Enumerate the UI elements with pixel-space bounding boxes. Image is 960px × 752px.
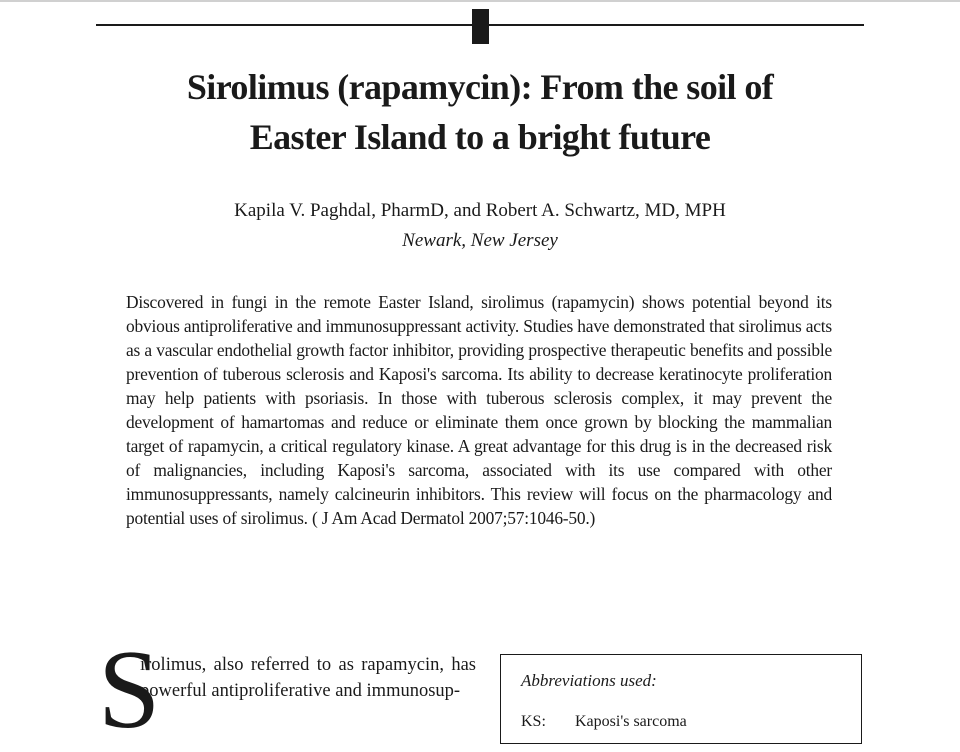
abbreviation-key: KS: [521, 713, 546, 730]
body-text: irolimus, also referred to as rapamycin, has powerful antiproliferative and immunosup- [140, 655, 476, 701]
abbreviation-row [521, 713, 687, 731]
author-list: Kapila V. Paghdal, PharmD, and Robert A. Schwartz, MD, MPH [234, 200, 726, 221]
article-title [96, 62, 864, 162]
abbreviation-value: Kaposi's sarcoma [575, 713, 687, 730]
title-line: Easter Island to a bright future [249, 117, 711, 157]
abbreviations-box [500, 654, 862, 744]
title-line: Sirolimus (rapamycin): From the soil of [186, 67, 774, 107]
drop-cap: S [98, 628, 161, 752]
top-border [0, 0, 960, 2]
author-location: Newark, New Jersey [402, 230, 558, 251]
abbreviations-heading: Abbreviations used: [521, 671, 657, 690]
abstract: Discovered in fungi in the remote Easter Island, sirolimus (rapamycin) shows potential beyond its obvious antiproliferative and immunosuppressant activity. Studies have demonstrated that sirolimus acts as a vascular endothelial growth factor inhibitor, providing prospective therapeutic benefits and possible prevention of tuberous sclerosis and Kaposi's sarcoma. Its ability to decrease keratinocyte proliferation may help patients with psoriasis. In those with tuberous sclerosis complex, it may prevent the development of hamartomas and reduce or eliminate them once grown by blocking the mammalian target of rapamycin, a critical regulatory kinase. A great advantage for this drug is in the decreased risk of malignancies, including Kaposi's sarcoma, associated with its use compared with other immunosuppressants, namely calcineurin inhibitors. This review will focus on the pharmacology and potential uses of sirolimus. ( J Am Acad Dermatol 2007;57:1046-50.) [126, 292, 832, 528]
header-marker [472, 9, 489, 44]
